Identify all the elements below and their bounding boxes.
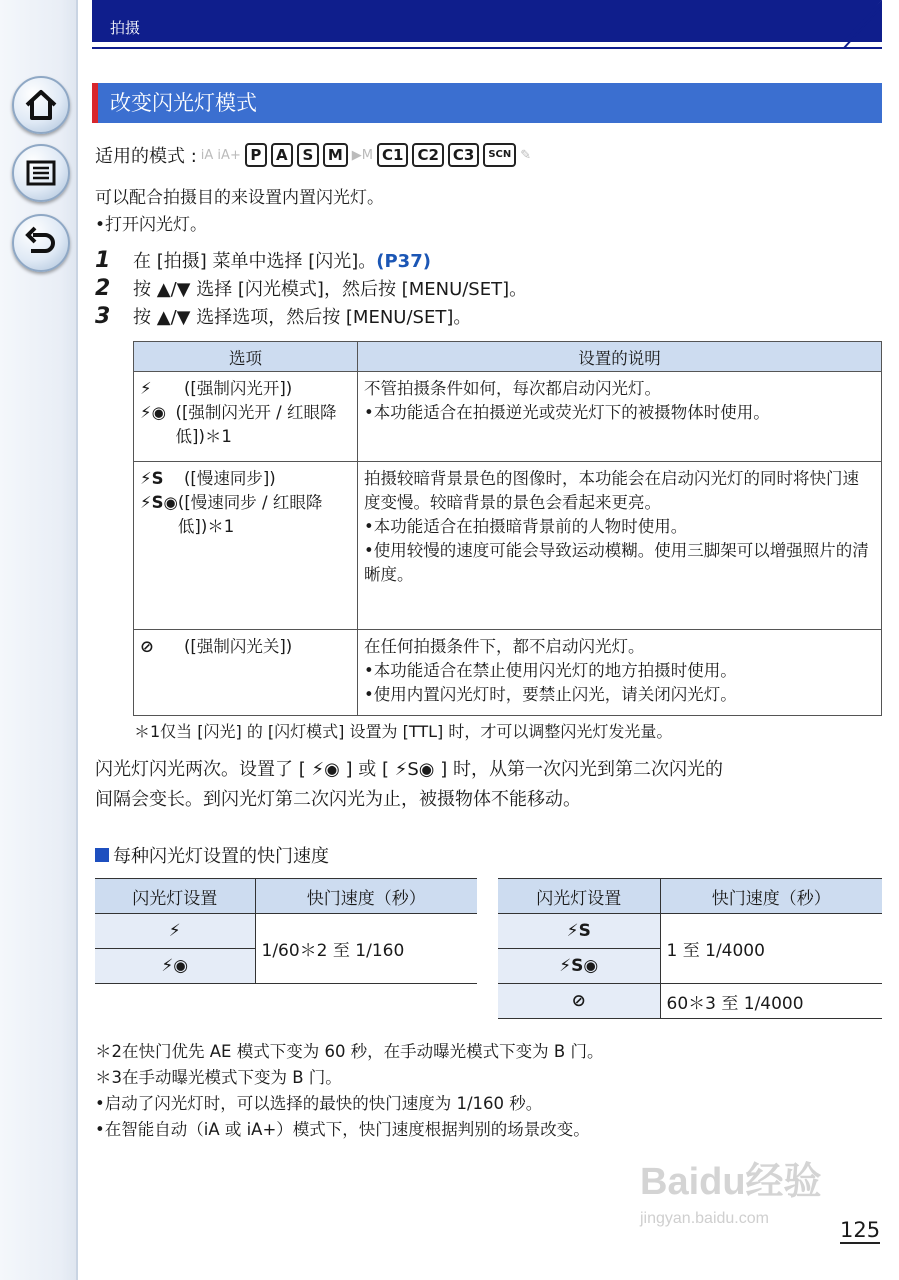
speed-heading: 每种闪光灯设置的快门速度 [95, 842, 329, 868]
forced-flash-redeye-icon: ⚡◉ [140, 403, 166, 422]
home-button[interactable] [12, 76, 70, 134]
mode-a: A [271, 143, 293, 167]
modes-label: 适用的模式 : [95, 146, 197, 167]
intelligent-auto-icon: iA iA+ [200, 147, 241, 163]
footnote-3: ＊3在手动曝光模式下变为 B 门。 [95, 1068, 342, 1087]
forced-flash-off-icon: ⊘ [140, 637, 154, 656]
footnote-2: ＊2在快门优先 AE 模式下变为 60 秒，在手动曝光模式下变为 B 门。 [95, 1042, 604, 1061]
speed-value: 1/60＊2 至 1/160 [255, 914, 477, 984]
double-flash-note: 闪光灯闪光两次。设置了 [ ⚡◉ ] 或 [ ⚡S◉ ] 时，从第一次闪光到第二次闪光的 间隔会变长。到闪光灯第二次闪光为止，被摄物体不能移动。 [95, 759, 723, 810]
applicable-modes [95, 142, 531, 168]
mode-c2: C2 [412, 143, 443, 167]
side-navigation [0, 0, 78, 1280]
intro-bullet: •打开闪光灯。 [95, 215, 208, 235]
header-option: 选项 [134, 342, 358, 372]
table-row [498, 984, 882, 1019]
list-icon [23, 155, 59, 191]
step-1: 1 在 [拍摄] 菜单中选择 [闪光]。 (P37) [95, 248, 431, 273]
speed-table-right: 闪光灯设置 快门速度（秒） ⚡S 1 至 1/4000 ⚡S◉ ⊘ 60＊3 至 1/4000 [498, 878, 882, 1019]
speed-value: 1 至 1/4000 [660, 914, 882, 984]
speed-value: 60＊3 至 1/4000 [660, 984, 882, 1019]
mode-p: P [245, 143, 267, 167]
section-label: 拍摄 [110, 19, 141, 37]
back-button[interactable] [12, 214, 70, 272]
square-bullet-icon [95, 848, 109, 862]
movie-mode-icon: ▶M [351, 147, 373, 163]
creative-control-icon: ✎ [520, 147, 532, 163]
table-row [498, 914, 882, 949]
return-icon [23, 225, 59, 261]
table-row: ⚡ ([强制闪光开]) ⚡◉ ([强制闪光开 / 红眼降低])＊1 不管拍摄条件如何，每次都启动闪光灯。 •本功能适合在拍摄逆光或荧光灯下的被摄物体时使用。 [134, 372, 882, 462]
mode-m: M [323, 143, 348, 167]
watermark-logo: Baidu经验 [640, 1161, 822, 1203]
speed-table-left: 闪光灯设置 快门速度（秒） ⚡ 1/60＊2 至 1/160 ⚡◉ [95, 878, 477, 984]
footnote-bullet: •在智能自动（iA 或 iA+）模式下，快门速度根据判别的场景改变。 [95, 1120, 590, 1139]
footnote-1: ＊1仅当 [闪光] 的 [闪灯模式] 设置为 [TTL] 时，才可以调整闪光灯发光量。 [134, 722, 673, 741]
table-row: ⊘ ([强制闪光关]) 在任何拍摄条件下，都不启动闪光灯。 •本功能适合在禁止使用闪光灯的地方拍摄时使用。 •使用内置闪光灯时，要禁止闪光，请关闭闪光灯。 [134, 630, 882, 716]
watermark-url: jingyan.baidu.com [640, 1210, 769, 1227]
slow-sync-icon: ⚡S [498, 914, 660, 949]
intro-text: 可以配合拍摄目的来设置内置闪光灯。 [95, 188, 384, 208]
forced-flash-on-icon: ⚡ [95, 914, 255, 949]
step-2: 2 按 ▲/▼ 选择 [闪光模式]，然后按 [MENU/SET]。 [95, 276, 528, 301]
table-row: ⚡S ([慢速同步]) ⚡S◉ ([慢速同步 / 红眼降低])＊1 拍摄较暗背景景色的图像时，本功能会在启动闪光灯的同时将快门速度变慢。较暗背景的景色会看起来更亮。 •本功能适合在拍摄暗背景前的人物时使用。 •使用较慢的速度可能会导致运动模糊。使用三脚架可以增强照片的清晰度。 [134, 462, 882, 630]
page-number: 125 [840, 1218, 881, 1242]
page-header [92, 0, 882, 52]
slow-sync-icon: ⚡S [140, 469, 164, 488]
header-description: 设置的说明 [358, 342, 882, 372]
page-link[interactable]: (P37) [376, 251, 431, 272]
home-icon [23, 87, 59, 123]
forced-flash-on-icon: ⚡ [140, 379, 152, 398]
page-title: 改变闪光灯模式 [92, 83, 882, 123]
table-row [95, 914, 477, 949]
mode-c1: C1 [377, 143, 408, 167]
flash-options-table [133, 341, 882, 716]
mode-scn: SCN [483, 143, 516, 167]
step-3: 3 按 ▲/▼ 选择选项，然后按 [MENU/SET]。 [95, 304, 472, 329]
slow-sync-redeye-icon: ⚡S◉ [140, 493, 178, 512]
footnote-bullet: •启动了闪光灯时，可以选择的最快的快门速度为 1/160 秒。 [95, 1094, 543, 1113]
mode-c3: C3 [448, 143, 479, 167]
forced-flash-redeye-icon: ⚡◉ [95, 949, 255, 984]
slow-sync-redeye-icon: ⚡S◉ [498, 949, 660, 984]
mode-s: S [297, 143, 319, 167]
forced-flash-off-icon: ⊘ [498, 984, 660, 1019]
contents-button[interactable] [12, 144, 70, 202]
